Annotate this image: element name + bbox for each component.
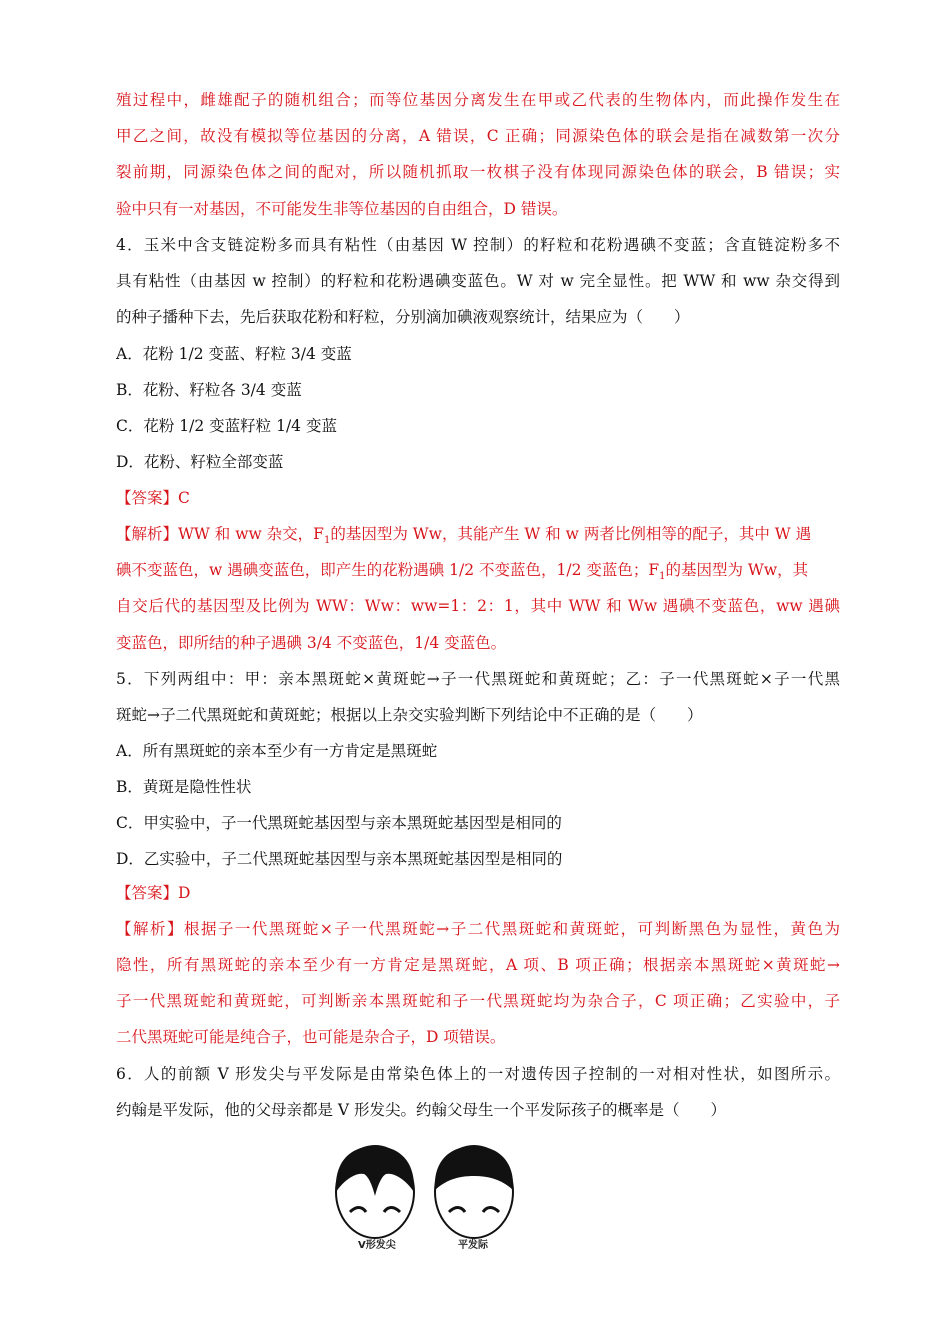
- question-5-stem: 斑蛇→子二代黑斑蛇和黄斑蛇；根据以上杂交实验判断下列结论中不正确的是（ ）: [116, 706, 703, 724]
- question-4-stem: 具有粘性（由基因 w 控制）的籽粒和花粉遇碘变蓝色。W 对 w 完全显性。把 WW 和 ww 杂交得到: [116, 272, 840, 290]
- subscript: 1: [659, 571, 666, 583]
- answer-label: 【答案】C: [116, 489, 190, 507]
- explanation-line: 自交后代的基因型及比例为 WW：Ww：ww=1：2：1，其中 WW 和 Ww 遇碘不变蓝色，ww 遇碘: [116, 597, 840, 615]
- explanation-text: 的基因型为 Ww，其: [665, 561, 809, 579]
- explanation-line: 殖过程中，雌雄配子的随机组合；而等位基因分离发生在甲或乙代表的生物体内，而此操作发生在: [116, 91, 840, 109]
- option-d: D．乙实验中，子二代黑斑蛇基因型与亲本黑斑蛇基因型是相同的: [116, 850, 563, 868]
- explanation-line: 甲乙之间，故没有模拟等位基因的分离，A 错误，C 正确；同源染色体的联会是指在减数第一次分: [116, 127, 840, 145]
- caption-straight: 平发际: [458, 1240, 488, 1251]
- explanation-line: 隐性，所有黑斑蛇的亲本至少有一方肯定是黑斑蛇，A 项、B 项正确；根据亲本黑斑蛇×黄斑蛇→: [116, 956, 840, 974]
- option-a: A．花粉 1/2 变蓝、籽粒 3/4 变蓝: [116, 345, 352, 363]
- question-4-stem: 的种子播种下去，先后获取花粉和籽粒，分别滴加碘液观察统计，结果应为（ ）: [116, 308, 690, 326]
- v-shaped-hairline-head: [336, 1146, 414, 1238]
- subscript: 1: [323, 535, 331, 547]
- answer-label: 【答案】D: [116, 884, 191, 902]
- question-4-stem: 4．玉米中含支链淀粉多而具有粘性（由基因 W 控制）的籽粒和花粉遇碘不变蓝；含直链淀粉多不: [116, 236, 840, 254]
- option-d: D．花粉、籽粒全部变蓝: [116, 453, 284, 471]
- explanation-line: [116, 523, 840, 552]
- straight-hairline-head: [435, 1146, 513, 1238]
- option-b: B．黄斑是隐性性状: [116, 778, 252, 796]
- option-c: C．花粉 1/2 变蓝籽粒 1/4 变蓝: [116, 417, 337, 435]
- explanation-line: 二代黑斑蛇可能是纯合子，也可能是杂合子，D 项错误。: [116, 1028, 506, 1046]
- hairline-figure: [330, 1140, 530, 1250]
- explanation-text: 【解析】WW 和 ww 杂交，F: [116, 525, 324, 543]
- explanation-line: 子一代黑斑蛇和黄斑蛇，可判断亲本黑斑蛇和子一代黑斑蛇均为杂合子，C 项正确；乙实验中，子: [116, 992, 840, 1010]
- question-5-stem: 5．下列两组中：甲：亲本黑斑蛇×黄斑蛇→子一代黑斑蛇和黄斑蛇；乙：子一代黑斑蛇×子一代黑: [116, 670, 840, 688]
- option-c: C．甲实验中，子一代黑斑蛇基因型与亲本黑斑蛇基因型是相同的: [116, 814, 562, 832]
- option-a: A．所有黑斑蛇的亲本至少有一方肯定是黑斑蛇: [116, 742, 438, 760]
- explanation-line: 变蓝色，即所结的种子遇碘 3/4 不变蓝色，1/4 变蓝色。: [116, 634, 507, 652]
- option-b: B．花粉、籽粒各 3/4 变蓝: [116, 381, 302, 399]
- question-6-stem: 约翰是平发际，他的父母亲都是 V 形发尖。约翰父母生一个平发际孩子的概率是（ ）: [116, 1101, 727, 1119]
- explanation-line: [116, 559, 840, 588]
- explanation-text: 的基因型为 Ww，其能产生 W 和 w 两者比例相等的配子，其中 W 遇: [330, 525, 812, 543]
- question-6-stem: 6．人的前额 V 形发尖与平发际是由常染色体上的一对遗传因子控制的一对相对性状，如图所示。: [116, 1065, 840, 1083]
- explanation-line: 【解析】根据子一代黑斑蛇×子一代黑斑蛇→子二代黑斑蛇和黄斑蛇，可判断黑色为显性，黄色为: [116, 920, 840, 938]
- caption-v-shaped: V形发尖: [358, 1240, 396, 1251]
- explanation-text: 碘不变蓝色，w 遇碘变蓝色，即产生的花粉遇碘 1/2 不变蓝色，1/2 变蓝色；F: [116, 561, 660, 579]
- explanation-line: 验中只有一对基因，不可能发生非等位基因的自由组合，D 错误。: [116, 200, 568, 218]
- hairline-illustration: [330, 1140, 530, 1250]
- explanation-line: 裂前期，同源染色体之间的配对，所以随机抓取一枚棋子没有体现同源染色体的联会，B 错误；实: [116, 163, 840, 181]
